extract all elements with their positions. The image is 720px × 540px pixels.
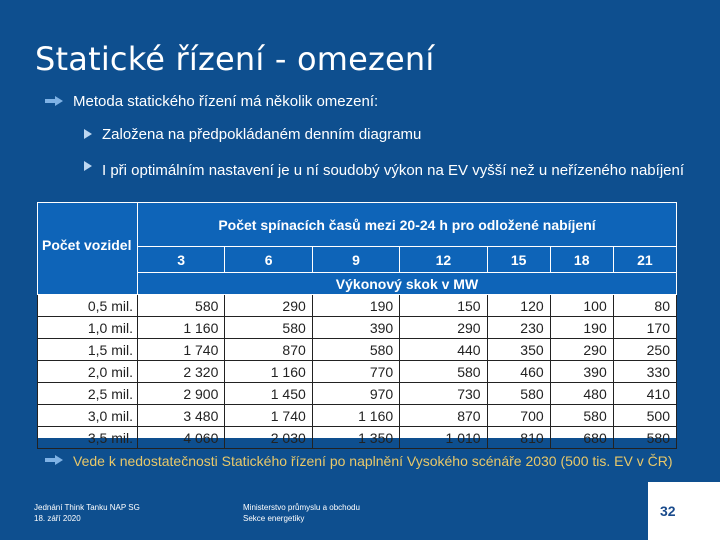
table-cell: 100 xyxy=(550,295,613,317)
bullet-arrow-icon xyxy=(55,96,63,106)
table-row xyxy=(38,405,677,427)
table-cell: 2 320 xyxy=(138,361,225,383)
column-header: 21 xyxy=(613,247,676,273)
table-cell: 150 xyxy=(400,295,487,317)
table-row xyxy=(38,295,677,317)
bullet-level2 xyxy=(84,158,684,184)
table-cell: 2 900 xyxy=(138,383,225,405)
table-cell: 580 xyxy=(138,295,225,317)
table-cell: 290 xyxy=(225,295,312,317)
table-cell: 480 xyxy=(550,383,613,405)
bullet-arrow-icon xyxy=(84,161,92,171)
table-row xyxy=(38,339,677,361)
table-cell: 500 xyxy=(613,405,676,427)
table-row xyxy=(38,317,677,339)
column-header: 6 xyxy=(225,247,312,273)
table-cell: 870 xyxy=(225,339,312,361)
bullet-text: Vede k nedostatečnosti Statického řízení po naplnění Vysokého scénáře 2030 (500 tis. EV v ČR) xyxy=(73,453,673,469)
table-cell: 970 xyxy=(312,383,399,405)
data-table xyxy=(37,202,677,446)
table-header-title: Počet spínacích časů mezi 20-24 h pro odložené nabíjení xyxy=(138,203,677,247)
table-cell: 1 160 xyxy=(138,317,225,339)
table-cell: 1 740 xyxy=(138,339,225,361)
table-cell: 120 xyxy=(487,295,550,317)
row-label: 3,0 mil. xyxy=(38,405,138,427)
table-cell: 410 xyxy=(613,383,676,405)
footer-meeting: Jednání Think Tanku NAP SG xyxy=(34,503,140,512)
table-cell: 3 480 xyxy=(138,405,225,427)
table-cell: 350 xyxy=(487,339,550,361)
table-cell: 4 060 xyxy=(138,427,225,449)
table-cell: 290 xyxy=(400,317,487,339)
table-row xyxy=(38,427,677,449)
footer-date: 18. září 2020 xyxy=(34,514,81,523)
bullet-arrow-icon xyxy=(84,129,92,139)
table-cell: 440 xyxy=(400,339,487,361)
row-label: 3,5 mil. xyxy=(38,427,138,449)
table-cell: 2 030 xyxy=(225,427,312,449)
row-label: 2,0 mil. xyxy=(38,361,138,383)
column-header: 18 xyxy=(550,247,613,273)
footer-ministry: Ministerstvo průmyslu a obchodu xyxy=(243,503,360,512)
table-cell: 170 xyxy=(613,317,676,339)
table-cell: 460 xyxy=(487,361,550,383)
table-cell: 580 xyxy=(225,317,312,339)
table-cell: 190 xyxy=(312,295,399,317)
table-cell: 390 xyxy=(550,361,613,383)
table-cell: 580 xyxy=(550,405,613,427)
slide-title: Statické řízení - omezení xyxy=(35,40,435,78)
column-header: 3 xyxy=(138,247,225,273)
table-body xyxy=(38,295,677,449)
bullet-text: I při optimálním nastavení je u ní soudobý výkon na EV vyšší než u neřízeného nabíjení xyxy=(102,162,685,179)
table-cell: 1 010 xyxy=(400,427,487,449)
table-cell: 390 xyxy=(312,317,399,339)
bullet-level2 xyxy=(84,126,421,143)
table-cell: 1 160 xyxy=(312,405,399,427)
column-header: 15 xyxy=(487,247,550,273)
table-cell: 580 xyxy=(613,427,676,449)
bullet-conclusion xyxy=(55,452,685,470)
sub-header: Výkonový skok v MW xyxy=(138,273,677,295)
table-cell: 580 xyxy=(487,383,550,405)
row-label: 1,5 mil. xyxy=(38,339,138,361)
table-cell: 80 xyxy=(613,295,676,317)
table-row xyxy=(38,361,677,383)
page-number-box xyxy=(648,482,720,540)
column-header: 12 xyxy=(400,247,487,273)
row-label: 0,5 mil. xyxy=(38,295,138,317)
table-cell: 870 xyxy=(400,405,487,427)
footer-section: Sekce energetiky xyxy=(243,514,305,523)
table-cell: 770 xyxy=(312,361,399,383)
table-row xyxy=(38,383,677,405)
table-cell: 290 xyxy=(550,339,613,361)
bullet-text: Metoda statického řízení má několik omezení: xyxy=(73,93,379,110)
row-label: 2,5 mil. xyxy=(38,383,138,405)
table-cell: 1 160 xyxy=(225,361,312,383)
bullet-text: Založena na předpokládaném denním diagramu xyxy=(102,126,422,143)
footer-left xyxy=(34,502,140,524)
table-cell: 1 450 xyxy=(225,383,312,405)
table-cell: 1 740 xyxy=(225,405,312,427)
table-cell: 330 xyxy=(613,361,676,383)
bullet-level1 xyxy=(55,93,378,110)
table-cell: 730 xyxy=(400,383,487,405)
row-label: 1,0 mil. xyxy=(38,317,138,339)
table-cell: 580 xyxy=(312,339,399,361)
table-cell: 250 xyxy=(613,339,676,361)
table-cell: 1 350 xyxy=(312,427,399,449)
table-cell: 190 xyxy=(550,317,613,339)
table-cell: 680 xyxy=(550,427,613,449)
table-cell: 230 xyxy=(487,317,550,339)
row-header: Počet vozidel xyxy=(38,203,138,295)
page-number: 32 xyxy=(660,503,676,519)
footer-center xyxy=(243,502,360,524)
bullet-arrow-icon xyxy=(55,455,63,465)
table-cell: 810 xyxy=(487,427,550,449)
column-header: 9 xyxy=(312,247,399,273)
table-cell: 700 xyxy=(487,405,550,427)
table-cell: 580 xyxy=(400,361,487,383)
